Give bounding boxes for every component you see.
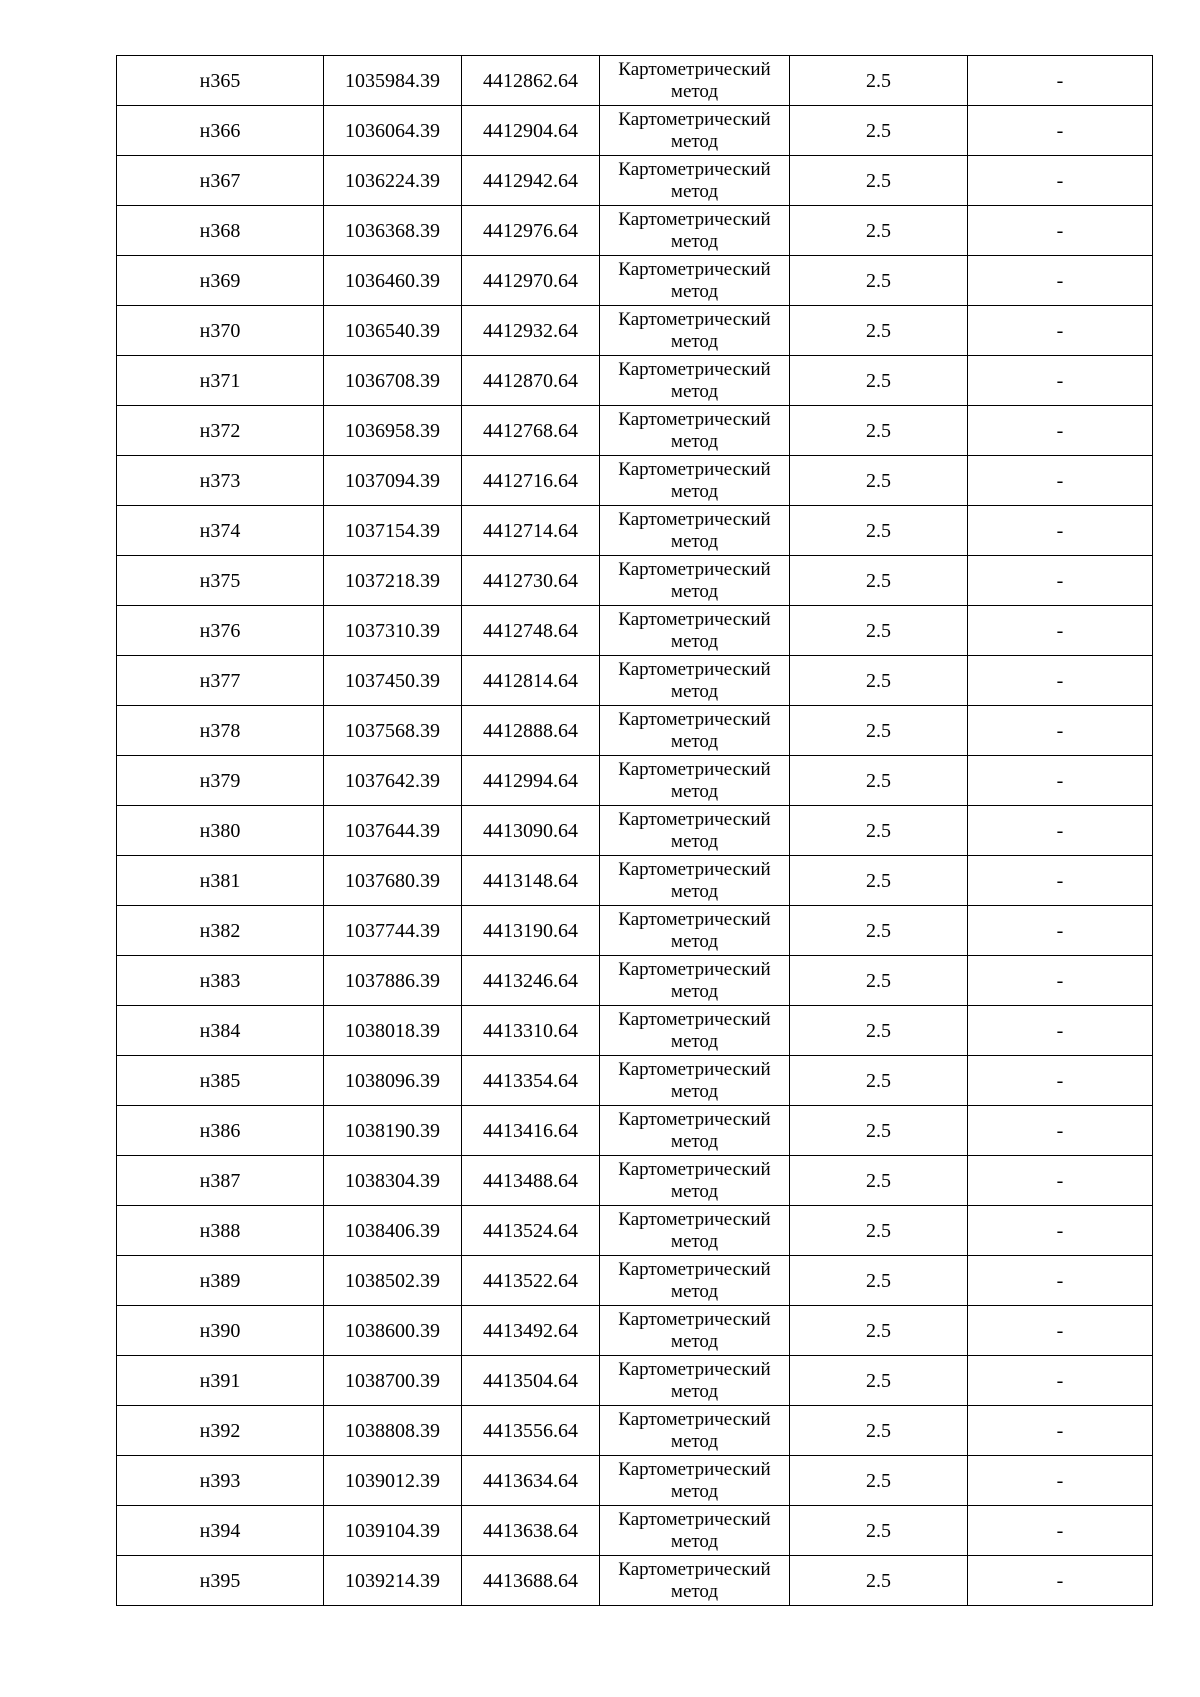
table-row — [117, 406, 1153, 456]
note-cell: - — [968, 1506, 1153, 1556]
method-line-1: Картометрический — [618, 808, 771, 830]
point-cell: н366 — [117, 106, 324, 156]
point-cell: н378 — [117, 706, 324, 756]
point-cell: н395 — [117, 1556, 324, 1606]
point-cell: н389 — [117, 1256, 324, 1306]
method-line-1: Картометрический — [618, 1208, 771, 1230]
point-cell: н388 — [117, 1206, 324, 1256]
x-coordinate-cell: 1038808.39 — [324, 1406, 462, 1456]
x-coordinate-cell: 1037744.39 — [324, 906, 462, 956]
table-row — [117, 856, 1153, 906]
method-line-1: Картометрический — [618, 258, 771, 280]
method-cell — [600, 1256, 790, 1306]
y-coordinate-cell: 4412904.64 — [462, 106, 600, 156]
table-row — [117, 756, 1153, 806]
x-coordinate-cell: 1035984.39 — [324, 56, 462, 106]
point-cell: н365 — [117, 56, 324, 106]
x-coordinate-cell: 1037310.39 — [324, 606, 462, 656]
method-cell — [600, 1306, 790, 1356]
method-cell — [600, 506, 790, 556]
method-cell — [600, 1106, 790, 1156]
x-coordinate-cell: 1038502.39 — [324, 1256, 462, 1306]
note-cell: - — [968, 756, 1153, 806]
table-row — [117, 356, 1153, 406]
method-line-2: метод — [670, 1430, 719, 1452]
x-coordinate-cell: 1038600.39 — [324, 1306, 462, 1356]
y-coordinate-cell: 4413634.64 — [462, 1456, 600, 1506]
x-coordinate-cell: 1038304.39 — [324, 1156, 462, 1206]
x-coordinate-cell: 1038700.39 — [324, 1356, 462, 1406]
table-row — [117, 1006, 1153, 1056]
method-line-2: метод — [670, 1030, 719, 1052]
point-cell: н367 — [117, 156, 324, 206]
method-line-1: Картометрический — [618, 208, 771, 230]
accuracy-cell: 2.5 — [790, 206, 968, 256]
y-coordinate-cell: 4413638.64 — [462, 1506, 600, 1556]
x-coordinate-cell: 1036708.39 — [324, 356, 462, 406]
method-line-1: Картометрический — [618, 558, 771, 580]
note-cell: - — [968, 1456, 1153, 1506]
table-row — [117, 206, 1153, 256]
point-cell: н372 — [117, 406, 324, 456]
note-cell: - — [968, 306, 1153, 356]
accuracy-cell: 2.5 — [790, 656, 968, 706]
note-cell: - — [968, 806, 1153, 856]
accuracy-cell: 2.5 — [790, 956, 968, 1006]
note-cell: - — [968, 856, 1153, 906]
table-row — [117, 506, 1153, 556]
x-coordinate-cell: 1037886.39 — [324, 956, 462, 1006]
method-line-1: Картометрический — [618, 158, 771, 180]
coordinates-table-body — [117, 56, 1153, 1606]
method-line-1: Картометрический — [618, 708, 771, 730]
accuracy-cell: 2.5 — [790, 1456, 968, 1506]
method-line-1: Картометрический — [618, 358, 771, 380]
table-row — [117, 456, 1153, 506]
y-coordinate-cell: 4412716.64 — [462, 456, 600, 506]
note-cell: - — [968, 206, 1153, 256]
table-row — [117, 906, 1153, 956]
table-row — [117, 1206, 1153, 1256]
method-line-2: метод — [670, 1380, 719, 1402]
note-cell: - — [968, 1106, 1153, 1156]
table-row — [117, 56, 1153, 106]
accuracy-cell: 2.5 — [790, 1206, 968, 1256]
y-coordinate-cell: 4412888.64 — [462, 706, 600, 756]
point-cell: н373 — [117, 456, 324, 506]
method-line-2: метод — [670, 630, 719, 652]
table-row — [117, 106, 1153, 156]
x-coordinate-cell: 1037094.39 — [324, 456, 462, 506]
table-row — [117, 156, 1153, 206]
point-cell: н368 — [117, 206, 324, 256]
accuracy-cell: 2.5 — [790, 506, 968, 556]
x-coordinate-cell: 1038096.39 — [324, 1056, 462, 1106]
x-coordinate-cell: 1039012.39 — [324, 1456, 462, 1506]
method-line-1: Картометрический — [618, 58, 771, 80]
table-row — [117, 1056, 1153, 1106]
method-line-2: метод — [670, 1230, 719, 1252]
method-line-2: метод — [670, 1530, 719, 1552]
point-cell: н383 — [117, 956, 324, 1006]
method-line-2: метод — [670, 380, 719, 402]
note-cell: - — [968, 56, 1153, 106]
x-coordinate-cell: 1037642.39 — [324, 756, 462, 806]
y-coordinate-cell: 4412976.64 — [462, 206, 600, 256]
x-coordinate-cell: 1036368.39 — [324, 206, 462, 256]
y-coordinate-cell: 4413148.64 — [462, 856, 600, 906]
method-cell — [600, 756, 790, 806]
table-row — [117, 256, 1153, 306]
accuracy-cell: 2.5 — [790, 1156, 968, 1206]
y-coordinate-cell: 4412862.64 — [462, 56, 600, 106]
y-coordinate-cell: 4413492.64 — [462, 1306, 600, 1356]
method-line-2: метод — [670, 230, 719, 252]
method-line-2: метод — [670, 280, 719, 302]
coordinates-table — [116, 55, 1153, 1606]
method-cell — [600, 1206, 790, 1256]
table-row — [117, 956, 1153, 1006]
accuracy-cell: 2.5 — [790, 1556, 968, 1606]
method-cell — [600, 56, 790, 106]
point-cell: н370 — [117, 306, 324, 356]
table-row — [117, 1406, 1153, 1456]
accuracy-cell: 2.5 — [790, 806, 968, 856]
method-line-2: метод — [670, 830, 719, 852]
method-cell — [600, 1556, 790, 1606]
y-coordinate-cell: 4413488.64 — [462, 1156, 600, 1206]
x-coordinate-cell: 1038018.39 — [324, 1006, 462, 1056]
accuracy-cell: 2.5 — [790, 456, 968, 506]
note-cell: - — [968, 1406, 1153, 1456]
table-row — [117, 1306, 1153, 1356]
method-cell — [600, 356, 790, 406]
method-line-1: Картометрический — [618, 858, 771, 880]
note-cell: - — [968, 1306, 1153, 1356]
note-cell: - — [968, 1056, 1153, 1106]
x-coordinate-cell: 1037450.39 — [324, 656, 462, 706]
table-row — [117, 1506, 1153, 1556]
table-row — [117, 1456, 1153, 1506]
accuracy-cell: 2.5 — [790, 406, 968, 456]
method-line-2: метод — [670, 1280, 719, 1302]
method-cell — [600, 106, 790, 156]
method-cell — [600, 906, 790, 956]
method-line-2: метод — [670, 530, 719, 552]
method-line-2: метод — [670, 880, 719, 902]
table-row — [117, 806, 1153, 856]
note-cell: - — [968, 156, 1153, 206]
point-cell: н387 — [117, 1156, 324, 1206]
accuracy-cell: 2.5 — [790, 1306, 968, 1356]
note-cell: - — [968, 1006, 1153, 1056]
method-cell — [600, 406, 790, 456]
point-cell: н384 — [117, 1006, 324, 1056]
method-cell — [600, 1406, 790, 1456]
note-cell: - — [968, 1556, 1153, 1606]
method-cell — [600, 156, 790, 206]
note-cell: - — [968, 1206, 1153, 1256]
table-row — [117, 1556, 1153, 1606]
method-line-1: Картометрический — [618, 1358, 771, 1380]
method-line-1: Картометрический — [618, 1508, 771, 1530]
point-cell: н385 — [117, 1056, 324, 1106]
note-cell: - — [968, 506, 1153, 556]
accuracy-cell: 2.5 — [790, 906, 968, 956]
y-coordinate-cell: 4413246.64 — [462, 956, 600, 1006]
accuracy-cell: 2.5 — [790, 256, 968, 306]
point-cell: н369 — [117, 256, 324, 306]
y-coordinate-cell: 4413310.64 — [462, 1006, 600, 1056]
method-cell — [600, 606, 790, 656]
note-cell: - — [968, 356, 1153, 406]
point-cell: н375 — [117, 556, 324, 606]
method-cell — [600, 1356, 790, 1406]
method-line-2: метод — [670, 480, 719, 502]
method-line-1: Картометрический — [618, 508, 771, 530]
method-line-2: метод — [670, 180, 719, 202]
accuracy-cell: 2.5 — [790, 106, 968, 156]
y-coordinate-cell: 4413524.64 — [462, 1206, 600, 1256]
point-cell: н376 — [117, 606, 324, 656]
method-cell — [600, 1006, 790, 1056]
accuracy-cell: 2.5 — [790, 356, 968, 406]
method-line-1: Картометрический — [618, 108, 771, 130]
x-coordinate-cell: 1039104.39 — [324, 1506, 462, 1556]
note-cell: - — [968, 1356, 1153, 1406]
x-coordinate-cell: 1036064.39 — [324, 106, 462, 156]
y-coordinate-cell: 4412814.64 — [462, 656, 600, 706]
method-line-1: Картометрический — [618, 1008, 771, 1030]
method-line-1: Картометрический — [618, 308, 771, 330]
note-cell: - — [968, 706, 1153, 756]
method-line-2: метод — [670, 1580, 719, 1602]
accuracy-cell: 2.5 — [790, 1256, 968, 1306]
y-coordinate-cell: 4412768.64 — [462, 406, 600, 456]
method-line-1: Картометрический — [618, 458, 771, 480]
y-coordinate-cell: 4413688.64 — [462, 1556, 600, 1606]
method-line-1: Картометрический — [618, 1258, 771, 1280]
method-cell — [600, 656, 790, 706]
x-coordinate-cell: 1037680.39 — [324, 856, 462, 906]
point-cell: н371 — [117, 356, 324, 406]
accuracy-cell: 2.5 — [790, 1506, 968, 1556]
x-coordinate-cell: 1037154.39 — [324, 506, 462, 556]
y-coordinate-cell: 4412730.64 — [462, 556, 600, 606]
note-cell: - — [968, 406, 1153, 456]
y-coordinate-cell: 4413416.64 — [462, 1106, 600, 1156]
accuracy-cell: 2.5 — [790, 1406, 968, 1456]
point-cell: н393 — [117, 1456, 324, 1506]
accuracy-cell: 2.5 — [790, 1056, 968, 1106]
method-line-1: Картометрический — [618, 408, 771, 430]
x-coordinate-cell: 1039214.39 — [324, 1556, 462, 1606]
y-coordinate-cell: 4413190.64 — [462, 906, 600, 956]
table-row — [117, 706, 1153, 756]
table-row — [117, 656, 1153, 706]
method-line-1: Картометрический — [618, 608, 771, 630]
y-coordinate-cell: 4413504.64 — [462, 1356, 600, 1406]
table-row — [117, 556, 1153, 606]
method-line-1: Картометрический — [618, 1558, 771, 1580]
accuracy-cell: 2.5 — [790, 556, 968, 606]
x-coordinate-cell: 1037568.39 — [324, 706, 462, 756]
method-cell — [600, 306, 790, 356]
method-line-2: метод — [670, 1080, 719, 1102]
method-line-1: Картометрический — [618, 1458, 771, 1480]
method-cell — [600, 1456, 790, 1506]
y-coordinate-cell: 4412870.64 — [462, 356, 600, 406]
method-line-2: метод — [670, 1130, 719, 1152]
method-line-1: Картометрический — [618, 758, 771, 780]
method-line-1: Картометрический — [618, 1408, 771, 1430]
point-cell: н392 — [117, 1406, 324, 1456]
method-line-2: метод — [670, 130, 719, 152]
method-cell — [600, 806, 790, 856]
x-coordinate-cell: 1038406.39 — [324, 1206, 462, 1256]
method-line-2: метод — [670, 430, 719, 452]
y-coordinate-cell: 4412942.64 — [462, 156, 600, 206]
method-cell — [600, 1056, 790, 1106]
method-line-2: метод — [670, 780, 719, 802]
point-cell: н382 — [117, 906, 324, 956]
y-coordinate-cell: 4413522.64 — [462, 1256, 600, 1306]
method-line-1: Картометрический — [618, 1158, 771, 1180]
method-line-1: Картометрический — [618, 1108, 771, 1130]
point-cell: н380 — [117, 806, 324, 856]
x-coordinate-cell: 1036958.39 — [324, 406, 462, 456]
y-coordinate-cell: 4413354.64 — [462, 1056, 600, 1106]
y-coordinate-cell: 4412714.64 — [462, 506, 600, 556]
method-cell — [600, 256, 790, 306]
point-cell: н377 — [117, 656, 324, 706]
method-cell — [600, 1506, 790, 1556]
note-cell: - — [968, 106, 1153, 156]
note-cell: - — [968, 256, 1153, 306]
note-cell: - — [968, 456, 1153, 506]
accuracy-cell: 2.5 — [790, 1106, 968, 1156]
note-cell: - — [968, 1256, 1153, 1306]
note-cell: - — [968, 606, 1153, 656]
method-line-2: метод — [670, 980, 719, 1002]
table-row — [117, 1156, 1153, 1206]
y-coordinate-cell: 4412970.64 — [462, 256, 600, 306]
method-line-2: метод — [670, 930, 719, 952]
point-cell: н394 — [117, 1506, 324, 1556]
x-coordinate-cell: 1036540.39 — [324, 306, 462, 356]
note-cell: - — [968, 556, 1153, 606]
method-line-2: метод — [670, 1480, 719, 1502]
x-coordinate-cell: 1037218.39 — [324, 556, 462, 606]
x-coordinate-cell: 1036224.39 — [324, 156, 462, 206]
y-coordinate-cell: 4413090.64 — [462, 806, 600, 856]
point-cell: н390 — [117, 1306, 324, 1356]
note-cell: - — [968, 956, 1153, 1006]
point-cell: н386 — [117, 1106, 324, 1156]
x-coordinate-cell: 1037644.39 — [324, 806, 462, 856]
method-line-1: Картометрический — [618, 1058, 771, 1080]
method-line-2: метод — [670, 680, 719, 702]
accuracy-cell: 2.5 — [790, 756, 968, 806]
accuracy-cell: 2.5 — [790, 1006, 968, 1056]
method-line-2: метод — [670, 80, 719, 102]
table-row — [117, 1256, 1153, 1306]
method-cell — [600, 856, 790, 906]
method-line-2: метод — [670, 330, 719, 352]
point-cell: н374 — [117, 506, 324, 556]
method-cell — [600, 206, 790, 256]
accuracy-cell: 2.5 — [790, 1356, 968, 1406]
accuracy-cell: 2.5 — [790, 606, 968, 656]
method-line-2: метод — [670, 730, 719, 752]
point-cell: н391 — [117, 1356, 324, 1406]
method-line-2: метод — [670, 1330, 719, 1352]
note-cell: - — [968, 906, 1153, 956]
method-line-2: метод — [670, 1180, 719, 1202]
method-cell — [600, 456, 790, 506]
table-row — [117, 1356, 1153, 1406]
table-row — [117, 1106, 1153, 1156]
table-row — [117, 306, 1153, 356]
method-cell — [600, 956, 790, 1006]
accuracy-cell: 2.5 — [790, 306, 968, 356]
note-cell: - — [968, 1156, 1153, 1206]
method-line-1: Картометрический — [618, 908, 771, 930]
y-coordinate-cell: 4412994.64 — [462, 756, 600, 806]
method-cell — [600, 1156, 790, 1206]
accuracy-cell: 2.5 — [790, 56, 968, 106]
point-cell: н381 — [117, 856, 324, 906]
y-coordinate-cell: 4412748.64 — [462, 606, 600, 656]
method-cell — [600, 706, 790, 756]
method-cell — [600, 556, 790, 606]
note-cell: - — [968, 656, 1153, 706]
accuracy-cell: 2.5 — [790, 156, 968, 206]
y-coordinate-cell: 4412932.64 — [462, 306, 600, 356]
accuracy-cell: 2.5 — [790, 856, 968, 906]
x-coordinate-cell: 1038190.39 — [324, 1106, 462, 1156]
point-cell: н379 — [117, 756, 324, 806]
method-line-2: метод — [670, 580, 719, 602]
accuracy-cell: 2.5 — [790, 706, 968, 756]
method-line-1: Картометрический — [618, 958, 771, 980]
method-line-1: Картометрический — [618, 658, 771, 680]
table-row — [117, 606, 1153, 656]
method-line-1: Картометрический — [618, 1308, 771, 1330]
x-coordinate-cell: 1036460.39 — [324, 256, 462, 306]
y-coordinate-cell: 4413556.64 — [462, 1406, 600, 1456]
